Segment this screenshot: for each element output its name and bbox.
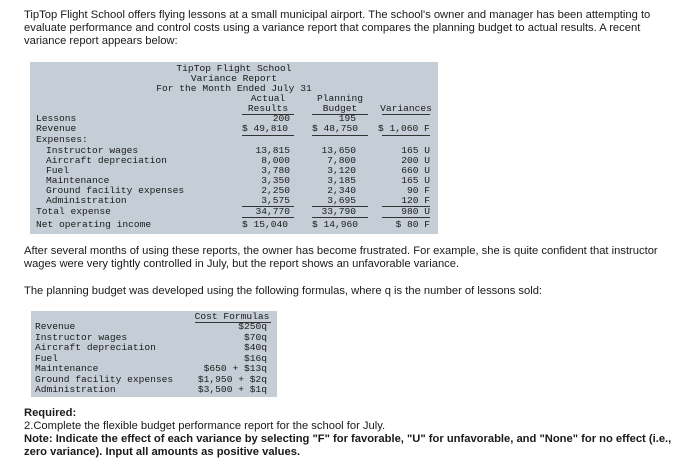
report-subtitle: Variance Report: [190, 73, 278, 84]
plan-value: 7,800: [327, 155, 356, 166]
formula-intro: The planning budget was developed using the following formulas, where q is the number of lessons sold:: [24, 285, 543, 297]
required-note: Note: Indicate the effect of each variance by selecting "F" for favorable, "U" for unfavorable, and "None" for no effect (i.e., zero variance). Input all amounts as positive values.: [24, 433, 672, 458]
formula-value: $1,950 + $2q: [197, 373, 267, 385]
actual-value: 3,780: [261, 165, 290, 176]
formula-label: Ground facility expenses: [35, 373, 174, 385]
formula-label: Maintenance: [35, 363, 99, 374]
formulas-header: Cost Formulas: [194, 311, 270, 322]
variance-value: 120 F: [401, 195, 430, 206]
col-actual-header: Results: [247, 103, 289, 114]
row-label: Aircraft depreciation: [46, 155, 167, 166]
row-label: Fuel: [46, 165, 70, 176]
variance-value: 165 U: [401, 175, 430, 186]
formula-label: Revenue: [35, 321, 76, 332]
row-label: Administration: [46, 195, 127, 206]
formula-value: $70q: [243, 331, 267, 343]
col-plan-header: Planning: [316, 93, 364, 104]
row-label: Lessons: [36, 113, 77, 124]
row-label: Total expense: [36, 206, 111, 217]
actual-value: 8,000: [261, 155, 290, 166]
formula-value: $16q: [243, 352, 267, 364]
variance-value: $ 80 F: [395, 219, 430, 230]
formula-label: Aircraft depreciation: [35, 342, 156, 353]
actual-value: 2,250: [261, 185, 290, 196]
actual-value: 13,815: [255, 145, 290, 156]
row-label: Net operating income: [36, 219, 152, 230]
report-period: For the Month Ended July 31: [156, 83, 312, 94]
intro-paragraph: TipTop Flight School offers flying lessons at a small municipal airport. The school's owner and manager has been attempting to evaluate performance and control costs using a variance report that compares the planning budget to actual results. A recent variance report appears below:: [24, 9, 651, 47]
plan-value: 3,120: [327, 165, 356, 176]
report-title: TipTop Flight School: [176, 63, 292, 74]
variance-report: [30, 62, 438, 234]
variance-value: 165 U: [401, 145, 430, 156]
plan-value: $ 48,750: [312, 123, 359, 134]
actual-value: $ 49,810: [242, 123, 289, 134]
formula-label: Fuel: [35, 352, 59, 364]
actual-value: $ 15,040: [242, 219, 289, 230]
col-variance-header: Variances: [380, 103, 432, 114]
formula-label: Instructor wages: [35, 331, 128, 343]
plan-value: $ 14,960: [312, 219, 359, 230]
required-task: 2.Complete the flexible budget performance report for the school for July.: [24, 420, 386, 432]
formula-label: Administration: [35, 384, 116, 395]
required-heading: Required:: [24, 407, 77, 419]
actual-value: 200: [272, 113, 290, 124]
plan-value: 3,185: [327, 175, 356, 186]
after-paragraph: After several months of using these reports, the owner has become frustrated. For example, she is quite confident that instructor wages were very tightly controlled in July, but the report shows an unfavorable variance.: [24, 245, 658, 270]
actual-value: 3,575: [261, 195, 290, 206]
variance-value: $ 1,060 F: [378, 123, 430, 134]
col-actual-header: Actual: [250, 93, 286, 104]
formula-value: $3,500 + $1q: [197, 384, 267, 395]
actual-value: 3,350: [261, 175, 290, 186]
plan-value: 13,650: [321, 145, 356, 156]
variance-value: 660 U: [401, 165, 430, 176]
row-label: Maintenance: [46, 175, 110, 186]
variance-value: 980 U: [401, 206, 430, 217]
plan-value: 33,790: [321, 206, 356, 217]
plan-value: 3,695: [327, 195, 356, 206]
formula-value: $40q: [243, 342, 267, 353]
variance-value: 90 F: [406, 185, 430, 196]
formula-value: $650 + $13q: [203, 363, 267, 374]
variance-value: 200 U: [401, 155, 430, 166]
cost-formulas-table: [31, 311, 277, 397]
col-plan-header: Budget: [322, 103, 358, 114]
row-label: Ground facility expenses: [46, 185, 185, 196]
required-section: [24, 407, 684, 459]
row-label: Revenue: [36, 123, 77, 134]
row-label: Expenses:: [36, 134, 88, 145]
plan-value: 2,340: [327, 185, 356, 196]
actual-value: 34,770: [255, 206, 290, 217]
plan-value: 195: [338, 113, 356, 124]
row-label: Instructor wages: [46, 145, 139, 156]
formula-value: $250q: [238, 321, 267, 332]
